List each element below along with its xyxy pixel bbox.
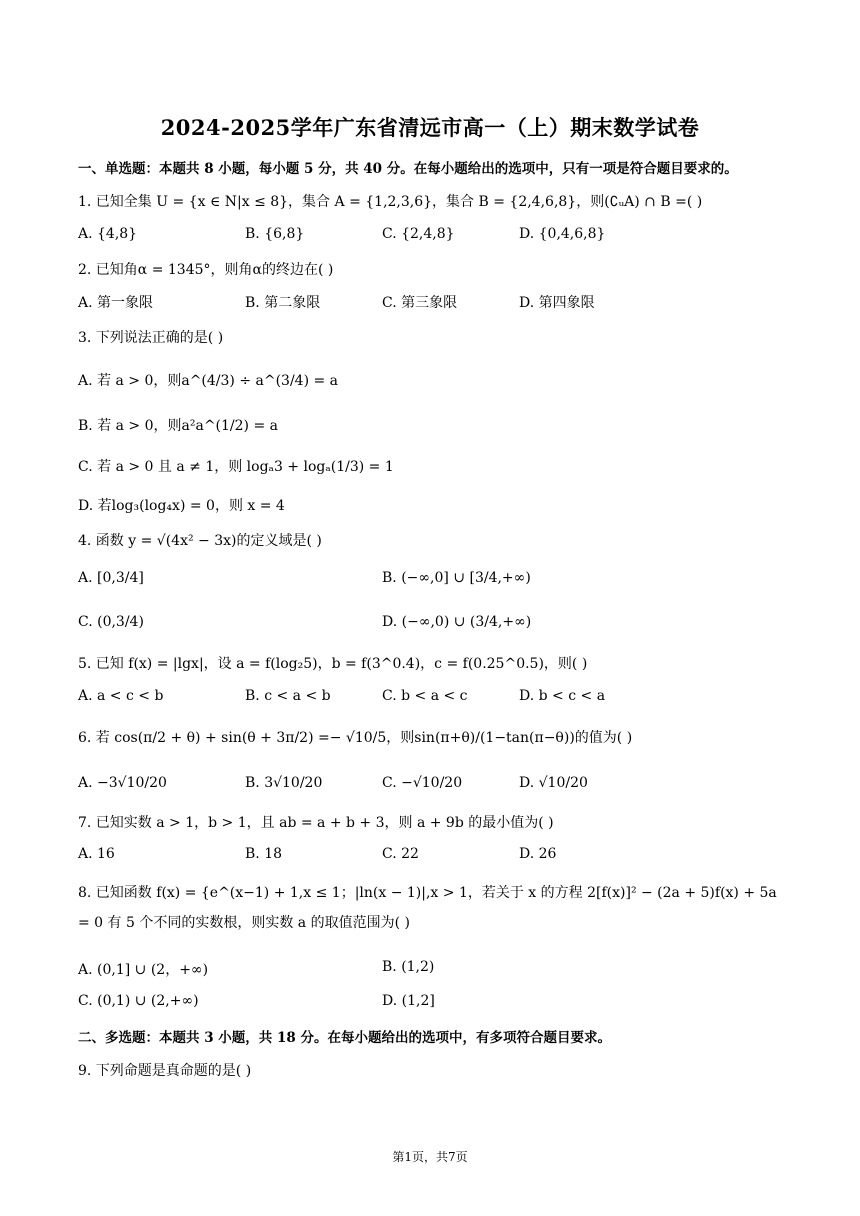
option-a: A. (0,1] ∪ (2，+∞) bbox=[78, 962, 209, 978]
option-d: D. (1,2] bbox=[382, 993, 435, 1009]
question-stem: 1. 已知全集 U = {x ∈ N|x ≤ 8}，集合 A = {1,2,3,6}，集合 B = {2,4,6,8}，则(∁ᵤA) ∩ B =( ) bbox=[78, 194, 703, 210]
option-row bbox=[78, 993, 788, 1013]
option-row bbox=[78, 570, 788, 590]
question-stem: 4. 函数 y = √(4x² − 3x)的定义域是( ) bbox=[78, 533, 322, 549]
option-a: A. [0,3/4] bbox=[78, 570, 144, 586]
option-c: C. 若 a > 0 且 a ≠ 1，则 logₐ3 + logₐ(1/3) = 1 bbox=[78, 459, 394, 475]
option-a: A. {4,8} bbox=[78, 226, 138, 242]
option-c: C. 22 bbox=[382, 846, 419, 862]
option-row bbox=[78, 846, 788, 866]
option-row bbox=[78, 292, 788, 312]
option-d: D. √10/20 bbox=[519, 775, 588, 791]
option-d: D. 26 bbox=[519, 846, 557, 862]
option-a: A. a < c < b bbox=[78, 688, 164, 704]
option-d: D. (−∞,0) ∪ (3/4,+∞) bbox=[382, 614, 532, 630]
option-b: B. (1,2) bbox=[382, 959, 435, 975]
option-c: C. (0,1) ∪ (2,+∞) bbox=[78, 993, 199, 1009]
option-row bbox=[78, 775, 788, 795]
option-b: B. 若 a > 0，则a²a^(1/2) = a bbox=[78, 418, 278, 434]
page-footer: 第1页，共7页 bbox=[392, 1150, 468, 1164]
option-b: B. 18 bbox=[245, 846, 283, 862]
option-d: D. 若log₃(log₄x) = 0，则 x = 4 bbox=[78, 498, 285, 514]
option-a: A. −3√10/20 bbox=[78, 775, 167, 791]
question-stem: 7. 已知实数 a > 1，b > 1，且 ab = a + b + 3，则 a + 9b 的最小值为( ) bbox=[78, 815, 554, 831]
option-row bbox=[78, 959, 788, 979]
option-row bbox=[78, 226, 788, 246]
option-c: C. (0,3/4) bbox=[78, 614, 144, 630]
option-a: A. 16 bbox=[78, 846, 115, 862]
option-a: A. 若 a > 0，则a^(4/3) ÷ a^(3/4) = a bbox=[78, 373, 339, 389]
option-b: B. 第二象限 bbox=[245, 295, 321, 311]
option-d: D. b < c < a bbox=[519, 688, 606, 704]
section-heading-multiple-choice: 二、多选题：本题共 3 小题，共 18 分。在每小题给出的选项中，有多项符合题目要求。 bbox=[78, 1030, 611, 1046]
question-stem: 5. 已知 f(x) = |lgx|，设 a = f(log₂5)，b = f(3^0.4)，c = f(0.25^0.5)，则( ) bbox=[78, 656, 588, 672]
question-stem: 2. 已知角α = 1345°，则角α的终边在( ) bbox=[78, 262, 334, 278]
question-stem: 3. 下列说法正确的是( ) bbox=[78, 330, 224, 346]
question-stem: 8. 已知函数 f(x) = {e^(x−1) + 1,x ≤ 1；|ln(x − 1)|,x > 1，若关于 x 的方程 2[f(x)]² − (2a + 5)f(x) + 5a = 0 有 5 个不同的实数根，则实数 a 的取值范围为( ) bbox=[78, 885, 777, 931]
option-c: C. b < a < c bbox=[382, 688, 468, 704]
option-b: B. 3√10/20 bbox=[245, 775, 323, 791]
option-row bbox=[78, 688, 788, 708]
question-stem: 6. 若 cos(π/2 + θ) + sin(θ + 3π/2) =− √10/5，则sin(π+θ)/(1−tan(π−θ))的值为( ) bbox=[78, 730, 633, 746]
option-row bbox=[78, 614, 788, 634]
option-d: D. 第四象限 bbox=[519, 295, 595, 311]
option-b: B. c < a < b bbox=[245, 688, 331, 704]
option-b: B. {6,8} bbox=[245, 226, 305, 242]
section-heading-single-choice: 一、单选题：本题共 8 小题，每小题 5 分，共 40 分。在每小题给出的选项中，只有一项是符合题目要求的。 bbox=[78, 161, 738, 177]
option-c: C. {2,4,8} bbox=[382, 226, 455, 242]
option-d: D. {0,4,6,8} bbox=[519, 226, 606, 242]
option-c: C. −√10/20 bbox=[382, 775, 463, 791]
option-a: A. 第一象限 bbox=[78, 295, 154, 311]
question-stem: 9. 下列命题是真命题的是( ) bbox=[78, 1063, 252, 1079]
option-c: C. 第三象限 bbox=[382, 295, 458, 311]
page-title: 2024-2025学年广东省清远市高一（上）期末数学试卷 bbox=[160, 115, 700, 140]
option-b: B. (−∞,0] ∪ [3/4,+∞) bbox=[382, 570, 531, 586]
